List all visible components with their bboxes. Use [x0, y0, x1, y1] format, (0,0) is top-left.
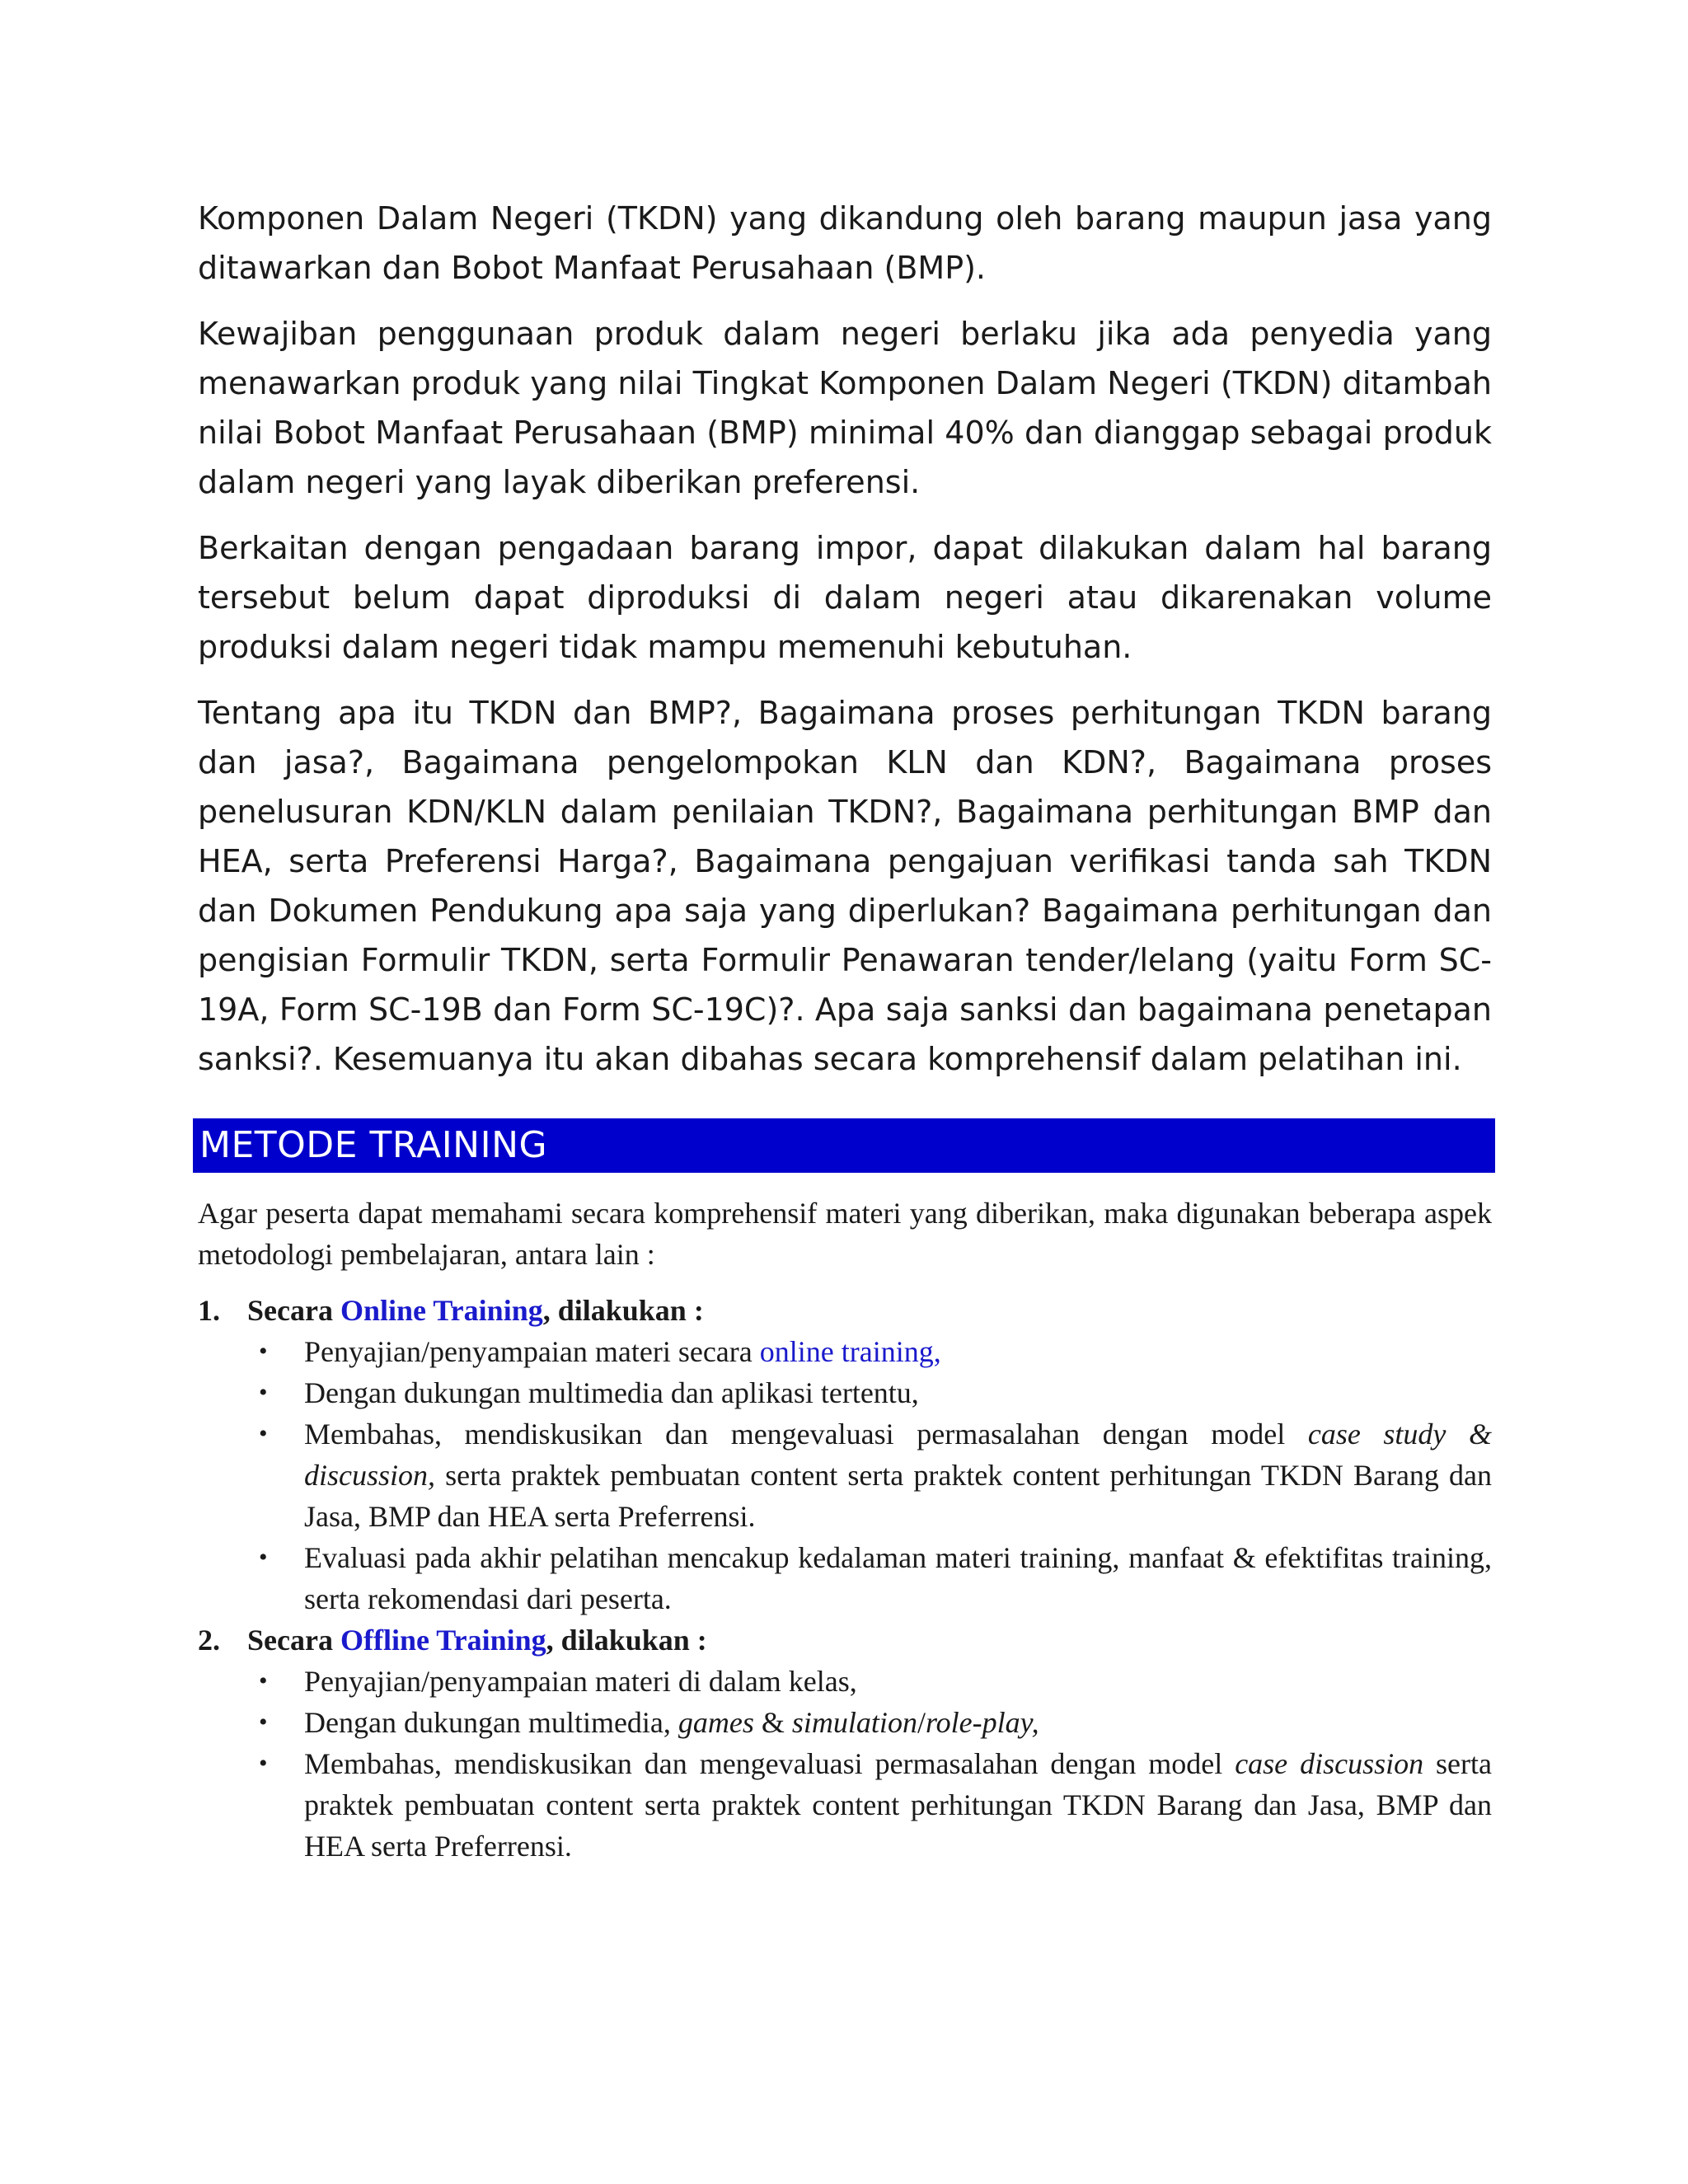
bullet-icon: • — [259, 1708, 268, 1736]
method-item — [198, 1290, 1492, 1619]
section-intro: Agar peserta dapat memahami secara komprehensif materi yang diberikan, maka digunakan beberapa aspek metodologi pembelajaran, antara lain : — [198, 1197, 1492, 1271]
document-page — [198, 194, 1492, 1867]
item-highlight: Offline Training — [340, 1624, 546, 1657]
list-item — [247, 1413, 1492, 1537]
bullet-icon: • — [259, 1667, 268, 1694]
list-item — [247, 1702, 1492, 1743]
section-heading: METODE TRAINING — [193, 1118, 1495, 1173]
method-item — [198, 1619, 1492, 1867]
bullet-list — [198, 1661, 1492, 1867]
item-number: 2. — [198, 1624, 220, 1657]
item-highlight: Online Training — [340, 1294, 543, 1327]
item-suffix: , dilakukan : — [546, 1624, 707, 1657]
list-item — [247, 1331, 1492, 1372]
bullet-text: , — [933, 1335, 941, 1368]
bullet-text: & — [753, 1706, 792, 1739]
bullet-text: Dengan dukungan multimedia dan aplikasi tertentu, — [304, 1376, 919, 1409]
bullet-icon: • — [259, 1544, 268, 1571]
method-item-title — [198, 1290, 1492, 1331]
list-item — [247, 1743, 1492, 1867]
bullet-italic: role-play, — [925, 1706, 1039, 1739]
item-prefix: Secara — [247, 1294, 340, 1327]
item-number: 1. — [198, 1294, 220, 1327]
list-item — [247, 1372, 1492, 1413]
paragraph: Kewajiban penggunaan produk dalam negeri berlaku jika ada penyedia yang menawarkan produk yang nilai Tingkat Komponen Dalam Negeri (TKDN) ditambah nilai Bobot Manfaat Perusahaan (BMP) minimal 40% dan dianggap sebagai produk dalam negeri yang layak diberikan preferensi. — [198, 316, 1492, 500]
bullet-italic: games — [678, 1706, 754, 1739]
method-item-title — [198, 1619, 1492, 1661]
bullet-icon: • — [259, 1420, 268, 1447]
bullet-text: Membahas, mendiskusikan dan mengevaluasi permasalahan dengan model — [304, 1418, 1308, 1451]
item-prefix: Secara — [247, 1624, 340, 1657]
paragraph: Komponen Dalam Negeri (TKDN) yang dikandung oleh barang maupun jasa yang ditawarkan dan Bobot Manfaat Perusahaan (BMP). — [198, 200, 1492, 286]
bullet-text: Penyajian/penyampaian materi di dalam kelas, — [304, 1665, 857, 1698]
list-item — [247, 1537, 1492, 1619]
bullet-italic: simulation — [791, 1706, 917, 1739]
paragraph: Tentang apa itu TKDN dan BMP?, Bagaimana proses perhitungan TKDN barang dan jasa?, Bagaimana pengelompokan KLN dan KDN?, Bagaimana proses penelusuran KDN/KLN dalam penilaian TKDN?, Bagaimana perhitungan BMP dan HEA, serta Preferensi Harga?, Bagaimana pengajuan verifikasi tanda sah TKDN dan Dokumen Pendukung apa saja yang diperlukan? Bagaimana perhitungan dan pengisian Formulir TKDN, serta Formulir Penawaran tender/lelang (yaitu Form SC-19A, Form SC-19B dan Form SC-19C)?. Apa saja sanksi dan bagaimana penetapan sanksi?. Kesemuanya itu akan dibahas secara komprehensif dalam pelatihan ini. — [198, 695, 1492, 1077]
bullet-text: serta praktek pembuatan content serta praktek content perhitungan TKDN Barang dan Jasa, BMP dan HEA serta Preferrensi. — [304, 1747, 1492, 1863]
bullet-text: Dengan dukungan multimedia, — [304, 1706, 678, 1739]
paragraph: Berkaitan dengan pengadaan barang impor, dapat dilakukan dalam hal barang tersebut belum dapat diproduksi di dalam negeri atau dikarenakan volume produksi dalam negeri tidak mampu memenuhi kebutuhan. — [198, 530, 1492, 665]
list-item — [247, 1661, 1492, 1702]
bullet-text: serta praktek pembuatan content serta praktek content perhitungan TKDN Barang dan Jasa, BMP dan HEA serta Preferrensi. — [304, 1459, 1492, 1533]
bullet-text: Membahas, mendiskusikan dan mengevaluasi permasalahan dengan model — [304, 1747, 1236, 1780]
bullet-icon: • — [259, 1338, 268, 1365]
bullet-list — [198, 1331, 1492, 1619]
bullet-italic: case discussion — [1235, 1747, 1424, 1780]
item-suffix: , dilakukan : — [542, 1294, 704, 1327]
body-text — [198, 194, 1492, 1084]
method-section — [198, 1193, 1492, 1867]
bullet-highlight: online training — [759, 1335, 934, 1368]
bullet-icon: • — [259, 1379, 268, 1406]
method-list — [198, 1290, 1492, 1867]
bullet-text: Evaluasi pada akhir pelatihan mencakup kedalaman materi training, manfaat & efektifitas training, serta rekomendasi dari peserta. — [304, 1541, 1492, 1615]
bullet-text: Penyajian/penyampaian materi secara — [304, 1335, 760, 1368]
bullet-icon: • — [259, 1750, 268, 1777]
bullet-italic: case study & discussion, — [304, 1418, 1492, 1492]
bullet-text: / — [917, 1706, 926, 1739]
